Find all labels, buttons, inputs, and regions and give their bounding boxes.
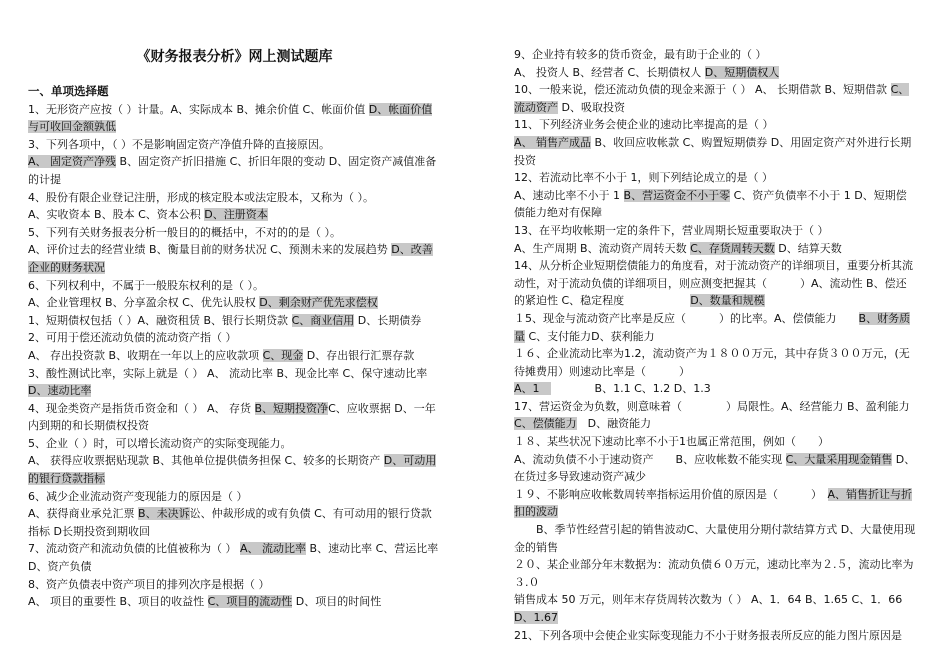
question-text: 1、短期债权包括（ ）A、融资租赁 B、银行长期贷款 bbox=[28, 313, 292, 327]
question-line bbox=[514, 521, 916, 556]
question-line bbox=[514, 222, 916, 240]
question-text: １5、现金与流动资产比率是反应（ ）的比率。A、偿债能力 bbox=[514, 311, 859, 325]
question-line bbox=[28, 488, 441, 506]
question-line bbox=[28, 593, 441, 611]
question-text: A、流动负债不小于速动资产 B、应收帐数不能实现 bbox=[514, 452, 786, 466]
answer-highlight: D、1.67 bbox=[514, 611, 558, 624]
right-question-list bbox=[514, 46, 916, 644]
answer-highlight: C、现金 bbox=[262, 348, 304, 362]
question-text: 2、可用于偿还流动负债的流动资产指（ ） bbox=[28, 331, 237, 345]
answer-highlight: D、短期债权人 bbox=[704, 65, 780, 79]
question-text: １９、不影响应收帐数周转率指标运用价值的原因是（ ） bbox=[514, 487, 828, 501]
question-line bbox=[514, 433, 916, 451]
question-line bbox=[28, 400, 441, 435]
question-text: B、速动比率 C、营运比率 D、资产负债 bbox=[28, 542, 439, 574]
question-text: D、项目的时间性 bbox=[292, 595, 382, 609]
question-text: 12、若流动比率不小于 1，则下列结论成立的是（ ） bbox=[514, 171, 773, 185]
question-text: 讼、仲裁形成的或有负债 C、有可动用的银行贷款指标 D长期投资到期收回 bbox=[28, 507, 432, 538]
question-text: A、实收资本 B、股本 C、资本公积 bbox=[28, 208, 205, 222]
question-text: C、支付能力D、获利能力 bbox=[525, 329, 655, 343]
question-line bbox=[514, 240, 916, 258]
question-line bbox=[514, 64, 916, 82]
question-line bbox=[28, 224, 441, 242]
question-text: A、 项目的重要性 B、项目的收益性 bbox=[28, 595, 208, 609]
question-line bbox=[28, 365, 441, 400]
question-line bbox=[514, 134, 916, 169]
answer-highlight: C、存货周转天数 bbox=[690, 241, 775, 255]
answer-highlight: D、改善企业的财务状况 bbox=[28, 243, 433, 274]
question-line bbox=[28, 294, 441, 312]
answer-highlight: A、销售折让与折扣的波动 bbox=[514, 487, 913, 519]
question-line bbox=[514, 591, 916, 626]
question-line bbox=[514, 627, 916, 645]
question-line bbox=[28, 347, 441, 365]
question-text: C、应收票据 D、一年内到期的和长期债权投资 bbox=[28, 401, 436, 433]
question-text: B、季节性经营引起的销售波动C、大量使用分期付款结算方式 D、大量使用现金的销售 bbox=[514, 523, 916, 554]
question-line bbox=[28, 329, 441, 347]
question-text: 6、减少企业流动资产变现能力的原因是（ ） bbox=[28, 489, 248, 503]
page-title: 《财务报表分析》网上测试题库 bbox=[136, 49, 333, 65]
question-line bbox=[28, 312, 441, 330]
question-text: D、吸取投资 bbox=[558, 100, 625, 114]
question-line bbox=[28, 206, 441, 224]
answer-highlight: D、可动用的银行贷款指标 bbox=[28, 454, 437, 486]
answer-highlight: D、帐面价值与可收回金额孰低 bbox=[28, 102, 433, 134]
question-line bbox=[28, 153, 441, 188]
answer-highlight: D、速动比率 bbox=[28, 384, 92, 398]
answer-highlight: B、财务质量 bbox=[514, 311, 911, 343]
answer-highlight: B、未决诉 bbox=[138, 507, 190, 521]
answer-highlight: A、 固定资产净残 bbox=[28, 155, 117, 169]
question-line bbox=[28, 540, 441, 575]
question-line bbox=[514, 451, 916, 486]
right-column bbox=[514, 46, 916, 644]
question-line bbox=[28, 452, 441, 487]
left-question-list bbox=[28, 101, 441, 611]
question-text: B、收回应收帐款 C、购置短期债券 D、用固定资产对外进行长期投资 bbox=[514, 135, 912, 167]
question-text: 4、现金类资产是指货币资金和（ ） A、 存货 bbox=[28, 401, 255, 415]
question-line bbox=[514, 81, 916, 116]
question-text: A、评价过去的经营业绩 B、衡量目前的财务状况 C、预测未来的发展趋势 bbox=[28, 243, 392, 257]
question-text: 5、下列有关财务报表分析一般目的的概括中，不对的的是（ ）。 bbox=[28, 225, 341, 239]
answer-highlight: B、营运资金不小于零 bbox=[623, 188, 731, 202]
question-text: 17、营运资金为负数，则意味着（ ）局限性。A、经营能力 B、盈利能力 bbox=[514, 399, 910, 413]
answer-highlight: C、商业信用 bbox=[291, 313, 355, 327]
question-line bbox=[28, 241, 441, 276]
answer-highlight: A、 流动比率 bbox=[240, 542, 307, 556]
answer-highlight: A、1 bbox=[514, 382, 551, 396]
question-line bbox=[28, 101, 441, 136]
answer-highlight: C、流动资产 bbox=[514, 83, 910, 114]
question-text: A、获得商业承兑汇票 bbox=[28, 507, 139, 521]
answer-highlight: A、 销售产成品 bbox=[514, 135, 592, 149]
question-text: １６、企业流动比率为1.2，流动资产为１８００万元，其中存货３００万元，(无待摊费用）则速动比率是（ ） bbox=[514, 347, 910, 378]
question-text: １８、某些状况下速动比率不小于1也属正常范围，例如（ ） bbox=[514, 435, 829, 449]
question-text: A、生产周期 B、流动资产周转天数 bbox=[514, 241, 691, 255]
answer-highlight: C、偿债能力 bbox=[514, 417, 577, 431]
question-line bbox=[514, 345, 916, 380]
question-line bbox=[514, 257, 916, 310]
answer-highlight: B、短期投资净 bbox=[254, 401, 329, 415]
question-text: 1、无形资产应按（ ）计量。A、实际成本 B、摊余价值 C、帐面价值 bbox=[28, 102, 369, 116]
question-text: B、固定资产折旧措施 C、折旧年限的变动 D、固定资产减值准备的计提 bbox=[28, 155, 437, 186]
left-column bbox=[28, 56, 441, 611]
question-text: D、结算天数 bbox=[774, 241, 842, 255]
question-text: 21、下列各项中会使企业实际变现能力不小于财务报表所反应的能力图片原因是 bbox=[514, 628, 902, 642]
answer-highlight: D、注册资本 bbox=[204, 208, 268, 222]
question-text: 11、下列经济业务会使企业的速动比率提高的是（ ） bbox=[514, 118, 774, 132]
question-text: A、 投资人 B、经营者 C、长期债权人 bbox=[514, 65, 705, 79]
answer-highlight: C、项目的流动性 bbox=[207, 595, 293, 609]
question-text: A、企业管理权 B、分享盈余权 C、优先认股权 bbox=[28, 296, 260, 310]
question-line bbox=[28, 136, 441, 154]
answer-highlight: D、剩余财产优先求偿权 bbox=[259, 296, 378, 310]
section-heading: 一、单项选择题 bbox=[28, 84, 109, 98]
question-text: 14、从分析企业短期偿债能力的角度看，对于流动资产的详细项目，重要分析其流动性，对于流动负债的详细项目，则应测变把握其（ ）A、流动性 B、偿还的紧迫性 C、稳定程度 bbox=[514, 259, 913, 308]
question-text: B、1.1 C、1.2 D、1.3 bbox=[550, 382, 711, 396]
question-line bbox=[28, 435, 441, 453]
question-text: C、资产负债率不小于 1 D、短期偿债能力绝对有保障 bbox=[514, 188, 907, 220]
question-text: 3、下列各项中，（ ）不是影响固定资产净值升降的直接原因。 bbox=[28, 137, 330, 151]
question-line bbox=[28, 576, 441, 594]
question-text: 13、在平均收帐期一定的条件下，营业周期长短重要取决于（ ） bbox=[514, 223, 829, 237]
question-text: 8、资产负债表中资产项目的排列次序是根据（ ） bbox=[28, 577, 270, 591]
question-line bbox=[514, 46, 916, 64]
question-line bbox=[514, 116, 916, 134]
question-text: 7、流动资产和流动负债的比值被称为（ ） bbox=[28, 542, 240, 556]
question-text: A、速动比率不小于 1 bbox=[514, 188, 624, 202]
question-text: 9、企业持有较多的货币资金，最有助于企业的（ ） bbox=[514, 48, 767, 61]
answer-highlight: C、大量采用现金销售 bbox=[785, 452, 893, 466]
question-text: 5、企业（ ）时，可以增长流动资产的实际变现能力。 bbox=[28, 436, 292, 450]
question-line bbox=[514, 398, 916, 433]
answer-highlight: D、数量和规模 bbox=[690, 294, 765, 308]
question-text: 6、下列权利中，不属于一般股东权利的是（ ）。 bbox=[28, 278, 264, 292]
question-text: A、 存出投资款 B、收期在一年以上的应收款项 bbox=[28, 348, 263, 362]
question-text: 4、股份有限企业登记注册，形成的核定股本或法定股本，又称为（ ）。 bbox=[28, 190, 374, 204]
question-line bbox=[28, 505, 441, 540]
question-line bbox=[514, 486, 916, 521]
question-line bbox=[28, 189, 441, 207]
question-line bbox=[28, 277, 441, 295]
question-text: D、存出银行汇票存款 bbox=[303, 348, 415, 362]
question-text: 3、酸性测试比率，实际上就是（ ） A、 流动比率 B、现金比率 C、保守速动比率 bbox=[28, 366, 428, 380]
question-line bbox=[514, 169, 916, 187]
question-text: 销售成本 50 万元，则年末存货周转次数为（ ） A、1．64 B、1.65 C、1．66 bbox=[514, 593, 903, 607]
question-line bbox=[514, 310, 916, 345]
question-line bbox=[514, 556, 916, 591]
question-line bbox=[514, 380, 916, 398]
question-text: A、 获得应收票据贴现款 B、其他单位提供债务担保 C、较多的长期资产 bbox=[28, 454, 384, 468]
question-text: ２０、某企业部分年末数据为：流动负债６０万元，速动比率为２.５，流动比率为３.０ bbox=[514, 558, 914, 589]
question-line bbox=[514, 187, 916, 222]
question-text: D、长期债券 bbox=[354, 313, 422, 327]
question-text: 10、一般来说，偿还流动负债的现金来源于（ ） A、 长期借款 B、短期借款 bbox=[514, 83, 891, 97]
question-text: D、在货过多导致速动资产减少 bbox=[514, 452, 916, 484]
question-text: D、融资能力 bbox=[576, 417, 652, 431]
